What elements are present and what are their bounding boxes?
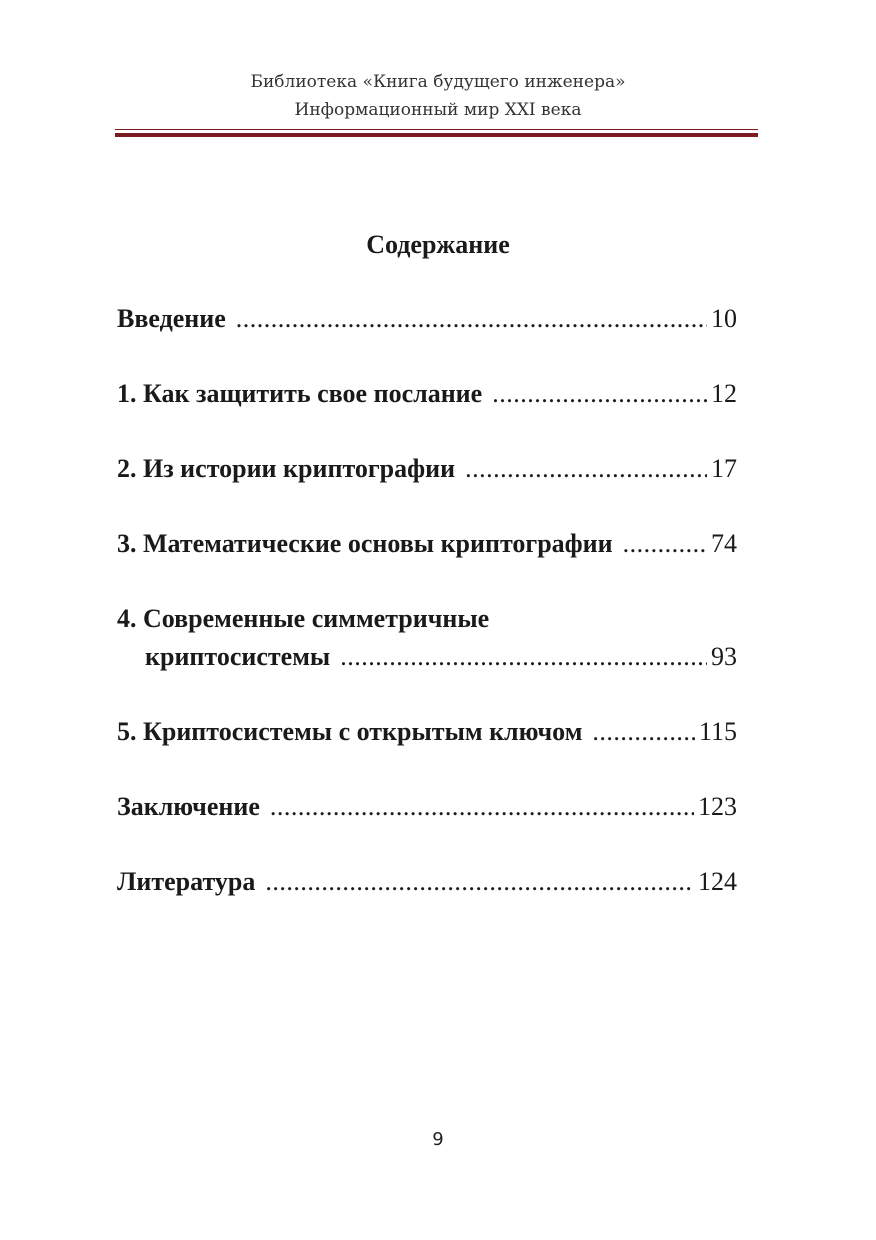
dot-leader [236,300,707,338]
toc-entry-page: 10 [711,304,737,333]
table-of-contents [117,300,737,901]
toc-entry-page: 93 [711,642,737,671]
toc-entry-label: Введение [117,304,226,333]
toc-entry-chapter-4[interactable] [117,600,737,676]
toc-entry-chapter-5[interactable] [117,713,737,751]
toc-entry-page: 17 [711,454,737,483]
toc-entry-literature[interactable] [117,863,737,901]
page-title: Содержание [366,230,510,259]
header-rule-thin [115,129,758,130]
toc-entry-page: 12 [711,379,737,408]
toc-entry-label: Заключение [117,792,260,821]
toc-entry-page: 115 [698,717,737,746]
series-title: Библиотека «Книга будущего инженера» [250,72,626,92]
toc-entry-label: 2. Из истории криптографии [117,454,456,483]
toc-entry-label: 5. Криптосистемы с открытым ключом [117,717,583,746]
toc-entry-introduction[interactable] [117,300,737,338]
toc-entry-label-line2: криптосистемы [145,642,331,671]
toc-entry-label: 3. Математические основы криптографии [117,529,613,558]
dot-leader [265,863,694,901]
header-rule-thick [115,133,758,137]
dot-leader [492,375,707,413]
dot-leader [592,713,695,751]
toc-entry-page: 123 [698,792,737,821]
toc-entry-label: Литература [117,867,256,896]
dot-leader [623,525,707,563]
dot-leader [340,638,707,676]
toc-entry-chapter-3[interactable] [117,525,737,563]
book-title: Информационный мир XXI века [294,100,582,120]
running-header [0,68,876,124]
toc-entry-page: 124 [698,867,737,896]
toc-entry-conclusion[interactable] [117,788,737,826]
toc-entry-chapter-2[interactable] [117,450,737,488]
dot-leader [465,450,707,488]
dot-leader [270,788,694,826]
toc-entry-page: 74 [711,529,737,558]
toc-entry-label: 1. Как защитить свое послание [117,379,483,408]
page-number: 9 [432,1129,444,1150]
toc-entry-chapter-1[interactable] [117,375,737,413]
toc-entry-label-line1: 4. Современные симметричные [117,604,490,633]
